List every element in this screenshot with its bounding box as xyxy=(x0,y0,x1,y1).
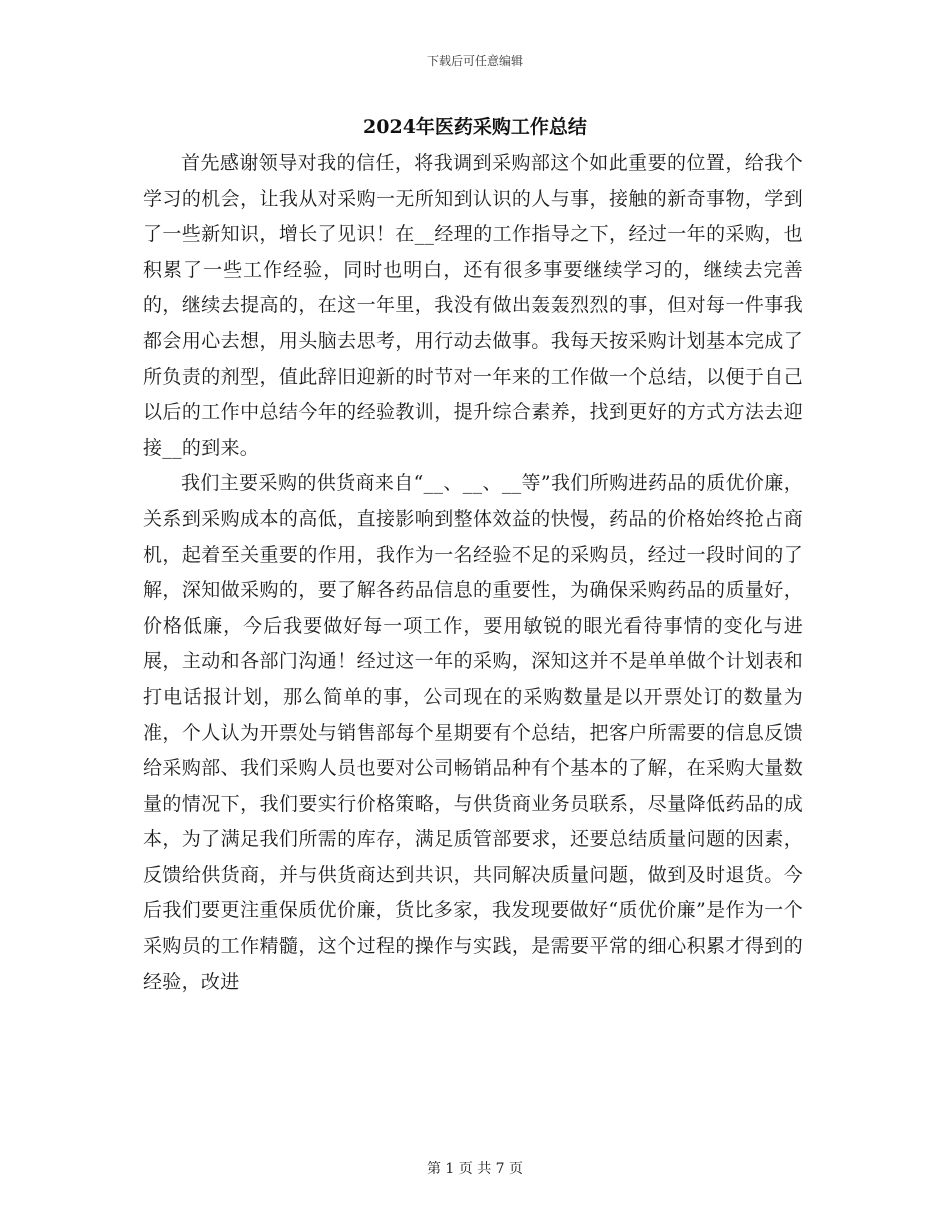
page-number: 第 1 页 共 7 页 xyxy=(426,1161,524,1177)
paragraph-1: 首先感谢领导对我的信任，将我调到采购部这个如此重要的位置，给我个学习的机会，让我从对采购一无所知到认识的人与事，接触的新奇事物，学到了一些新知识，增长了见识！在__经理的工作指导之下，经过一年的采购，也积累了一些工作经验，同时也明白，还有很多事要继续学习的，继续去完善的，继续去提高的，在这一年里，我没有做出轰轰烈烈的事，但对每一件事我都会用心去想，用头脑去思考，用行动去做事。我每天按采购计划基本完成了所负责的剂型，值此辞旧迎新的时节对一年来的工作做一个总结，以便于自己以后的工作中总结今年的经验教训，提升综合素养，找到更好的方式方法去迎接__的到来。 xyxy=(143,152,803,459)
header-note: 下载后可任意编辑 xyxy=(426,54,523,68)
document-title: 2024年医药采购工作总结 xyxy=(363,116,587,138)
paragraph-2: 我们主要采购的供货商来自“__、__、__等”我们所购进药品的质优价廉，关系到采购成本的高低，直接影响到整体效益的快慢，药品的价格始终抢占商机，起着至关重要的作用，我作为一名经验不足的采购员，经过一段时间的了解，深知做采购的，要了解各药品信息的重要性，为确保采购药品的质量好，价格低廉，今后我要做好每一项工作，要用敏锐的眼光看待事情的变化与进展，主动和各部门沟通！经过这一年的采购，深知这并不是单单做个计划表和打电话报计划，那么简单的事，公司现在的采购数量是以开票处订的数量为准，个人认为开票处与销售部每个星期要有个总结，把客户所需要的信息反馈给采购部、我们采购人员也要对公司畅销品种有个基本的了解，在采购大量数量的情况下，我们要实行价格策略，与供货商业务员联系，尽量降低药品的成本，为了满足我们所需的库存，满足质管部要求，还要总结质量问题的因素，反馈给供货商，并与供货商达到共识，共同解决质量问题，做到及时退货。今后我们要更注重保质优价廉，货比多家，我发现要做好“质优价廉”是作为一个采购员的工作精髓，这个过程的操作与实践，是需要平常的细心积累才得到的经验，改进 xyxy=(143,472,803,993)
document-body xyxy=(143,146,803,1000)
